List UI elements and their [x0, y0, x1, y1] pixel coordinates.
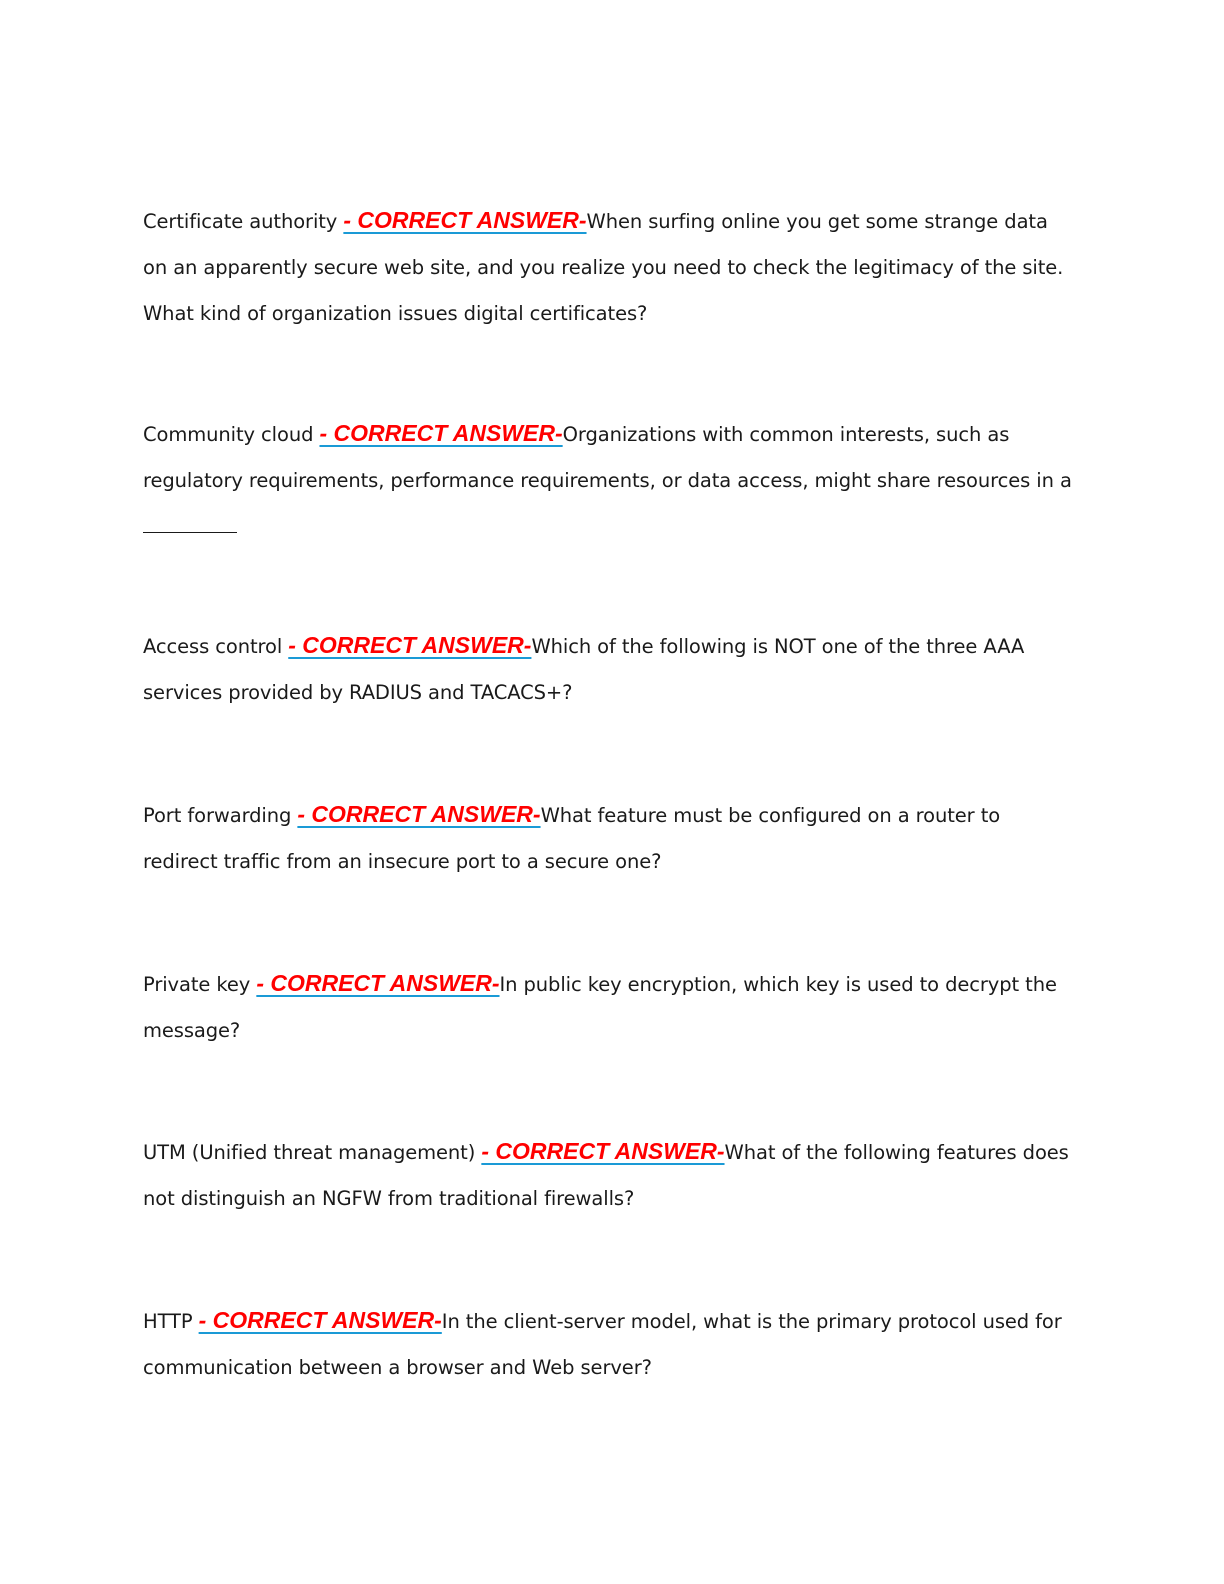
blank-line-row — [143, 504, 1078, 550]
answer-term: HTTP — [143, 1310, 199, 1333]
answer-term: Community cloud — [143, 423, 320, 446]
correct-answer-marker: - CORRECT ANSWER- — [256, 970, 500, 996]
question-text: Organizations with common interests, such as regulatory requirements, performance requirements, or data access, might share resources in a — [143, 423, 1072, 492]
answer-term: Private key — [143, 973, 257, 996]
question-text: In the client-server model, what is the primary protocol used for communication between a browser and Web server? — [143, 1310, 1062, 1379]
correct-answer-marker: - CORRECT ANSWER- — [343, 207, 587, 233]
question-text: What feature must be configured on a router to redirect traffic from an insecure port to a secure one? — [143, 804, 1001, 873]
question-text: When surfing online you get some strange data on an apparently secure web site, and you realize you need to check the legitimacy of the site. What kind of organization issues digital certificates? — [143, 210, 1064, 325]
qa-paragraph — [143, 622, 1078, 716]
correct-answer-marker: - CORRECT ANSWER- — [198, 1307, 442, 1333]
correct-answer-marker: - CORRECT ANSWER- — [288, 632, 532, 658]
qa-entry-http — [143, 1297, 1078, 1391]
answer-term: Port forwarding — [143, 804, 298, 827]
question-text: In public key encryption, which key is used to decrypt the message? — [143, 973, 1057, 1042]
correct-answer-marker: - CORRECT ANSWER- — [297, 801, 541, 827]
qa-entry-certificate-authority — [143, 197, 1078, 337]
qa-paragraph — [143, 410, 1078, 504]
question-text: Which of the following is NOT one of the three AAA services provided by RADIUS and TACACS+? — [143, 635, 1025, 704]
document-page — [143, 0, 1078, 1584]
qa-paragraph — [143, 197, 1078, 337]
qa-entry-community-cloud — [143, 410, 1078, 550]
answer-term: Certificate authority — [143, 210, 344, 233]
correct-answer-marker: - CORRECT ANSWER- — [481, 1138, 725, 1164]
qa-paragraph — [143, 1297, 1078, 1391]
qa-paragraph — [143, 960, 1078, 1054]
answer-term: UTM (Unified threat management) — [143, 1141, 482, 1164]
correct-answer-marker: - CORRECT ANSWER- — [319, 420, 563, 446]
answer-term: Access control — [143, 635, 289, 658]
qa-paragraph — [143, 791, 1078, 885]
qa-entry-port-forwarding — [143, 791, 1078, 885]
qa-entry-private-key — [143, 960, 1078, 1054]
qa-entry-access-control — [143, 622, 1078, 716]
qa-paragraph — [143, 1128, 1078, 1222]
fill-in-blank-line — [143, 531, 237, 533]
qa-entry-utm — [143, 1128, 1078, 1222]
question-text: What of the following features does not distinguish an NGFW from traditional firewalls? — [143, 1141, 1069, 1210]
